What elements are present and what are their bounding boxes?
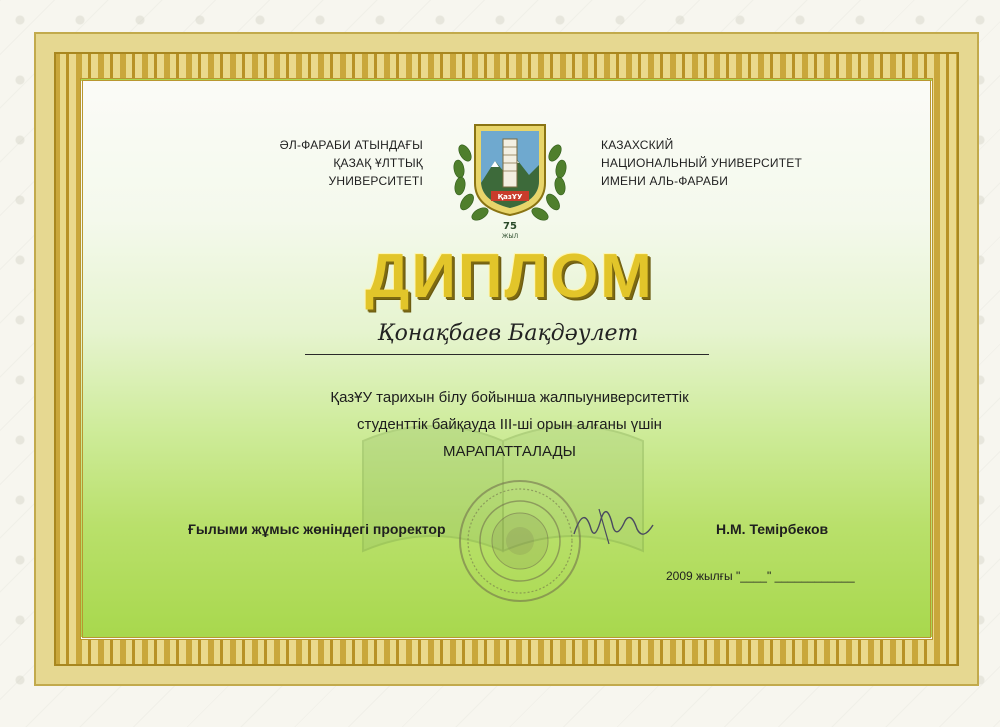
citation-text — [83, 384, 933, 465]
university-name-ru-line: ИМЕНИ АЛЬ-ФАРАБИ — [601, 174, 729, 188]
university-name-kz-line: ҚАЗАҚ ҰЛТТЫҚ — [333, 156, 423, 170]
citation-line: студенттік байқауда ІІІ-ші орын алғаны үшін — [357, 416, 662, 433]
diploma-panel — [80, 78, 933, 640]
university-name-kz-line: УНИВЕРСИТЕТІ — [328, 174, 423, 188]
diploma-title: ДИПЛОМ — [365, 242, 654, 311]
university-name-ru-line: КАЗАХСКИЙ — [601, 138, 674, 152]
recipient-name: Қонақбаев Бақдәулет — [377, 321, 639, 346]
university-name-kz-line: ӘЛ-ФАРАБИ АТЫНДАҒЫ — [279, 138, 423, 152]
university-name-ru-line: НАЦИОНАЛЬНЫЙ УНИВЕРСИТЕТ — [601, 156, 802, 170]
issue-date: 2009 жылғы "____" ____________ — [666, 569, 855, 583]
official-seal-icon — [455, 476, 585, 606]
logo-anniversary-word: ЖЫЛ — [501, 233, 519, 240]
signature-icon — [569, 499, 659, 549]
signatory-position: Ғылыми жұмыс жөніндегі проректор — [188, 521, 446, 537]
logo-anniversary: 75 — [503, 221, 517, 232]
citation-line: ҚазҰУ тарихын білу бойынша жалпыуниверситеттік — [330, 389, 689, 406]
university-name-kz — [243, 136, 423, 190]
signatory-name: Н.М. Темірбеков — [716, 521, 829, 537]
citation-line: МАРАПАТТАЛАДЫ — [443, 443, 576, 460]
university-name-ru — [601, 136, 861, 190]
university-logo-icon — [445, 113, 575, 243]
recipient-underline — [305, 354, 709, 355]
logo-abbreviation: ҚазҰУ — [497, 193, 523, 201]
